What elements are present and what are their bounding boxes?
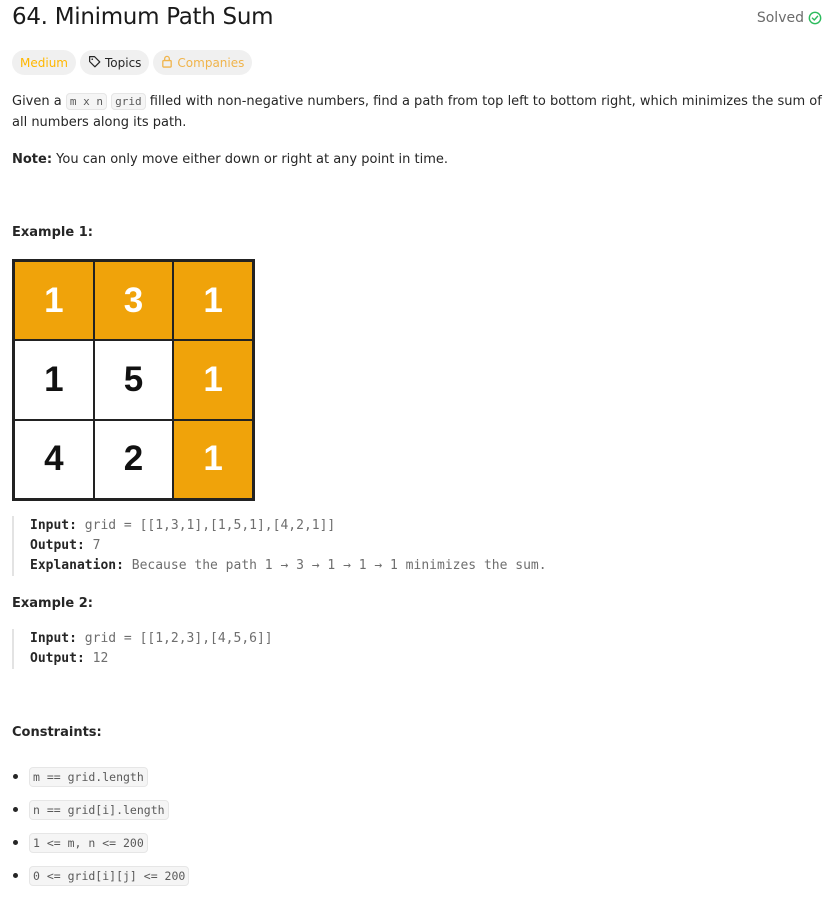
note bbox=[12, 149, 448, 170]
input-value: grid = [[1,2,3],[4,5,6]] bbox=[76, 631, 273, 646]
bullet-icon bbox=[13, 873, 18, 878]
bullet-icon bbox=[13, 807, 18, 812]
description-text: filled with non-negative numbers, find a path from top left to bottom right, which minimizes the sum of all numbers along its path. bbox=[12, 94, 822, 130]
constraint-item bbox=[12, 760, 189, 793]
note-label: Note: bbox=[12, 152, 53, 167]
problem-title: 64. Minimum Path Sum bbox=[12, 4, 274, 30]
input-label: Input: bbox=[30, 631, 77, 646]
solved-status bbox=[757, 10, 822, 26]
output-value: 7 bbox=[84, 538, 101, 553]
bullet-icon bbox=[13, 774, 18, 779]
constraint-code: n == grid[i].length bbox=[29, 800, 169, 820]
constraint-code: 0 <= grid[i][j] <= 200 bbox=[29, 866, 189, 886]
constraints-list bbox=[12, 760, 189, 892]
input-label: Input: bbox=[30, 518, 77, 533]
difficulty-badge[interactable] bbox=[12, 50, 76, 75]
inline-code: m x n bbox=[66, 93, 107, 110]
companies-button[interactable] bbox=[153, 50, 252, 75]
explanation-label: Explanation: bbox=[30, 558, 124, 573]
grid-cell: 1 bbox=[173, 340, 253, 419]
explanation-value: Because the path 1 → 3 → 1 → 1 → 1 minimizes the sum. bbox=[123, 558, 547, 573]
tag-row bbox=[12, 50, 252, 75]
check-circle-icon bbox=[808, 11, 822, 25]
example-grid-image bbox=[12, 259, 255, 501]
bullet-icon bbox=[13, 840, 18, 845]
grid-cell: 5 bbox=[94, 340, 174, 419]
output-label: Output: bbox=[30, 651, 85, 666]
example-2-block bbox=[12, 629, 273, 669]
description-text: Given a bbox=[12, 94, 66, 109]
constraint-item bbox=[12, 826, 189, 859]
solved-label: Solved bbox=[756, 10, 804, 26]
grid-cell: 2 bbox=[94, 420, 174, 499]
grid-cell: 1 bbox=[14, 261, 94, 340]
grid-cell: 3 bbox=[94, 261, 174, 340]
topics-button[interactable] bbox=[80, 50, 149, 75]
constraint-item bbox=[12, 859, 189, 892]
output-label: Output: bbox=[30, 538, 85, 553]
grid-cell: 1 bbox=[173, 420, 253, 499]
grid-cell: 1 bbox=[173, 261, 253, 340]
inline-code: grid bbox=[111, 93, 146, 110]
constraint-item bbox=[12, 793, 189, 826]
example-2-heading: Example 2: bbox=[12, 596, 93, 611]
example-1-block bbox=[12, 516, 547, 576]
topics-label: Topics bbox=[104, 55, 142, 70]
input-value: grid = [[1,3,1],[1,5,1],[4,2,1]] bbox=[76, 518, 336, 533]
problem-description bbox=[12, 91, 822, 133]
constraint-code: m == grid.length bbox=[29, 767, 148, 787]
output-value: 12 bbox=[84, 651, 109, 666]
lock-icon bbox=[161, 55, 173, 71]
companies-label: Companies bbox=[177, 55, 245, 70]
grid-cell: 4 bbox=[14, 420, 94, 499]
tag-icon bbox=[88, 55, 101, 71]
constraints-heading: Constraints: bbox=[12, 725, 102, 740]
constraint-code: 1 <= m, n <= 200 bbox=[29, 833, 148, 853]
example-1-heading: Example 1: bbox=[12, 225, 93, 240]
difficulty-label: Medium bbox=[20, 55, 68, 70]
grid-cell: 1 bbox=[14, 340, 94, 419]
note-text: You can only move either down or right at any point in time. bbox=[52, 152, 449, 167]
